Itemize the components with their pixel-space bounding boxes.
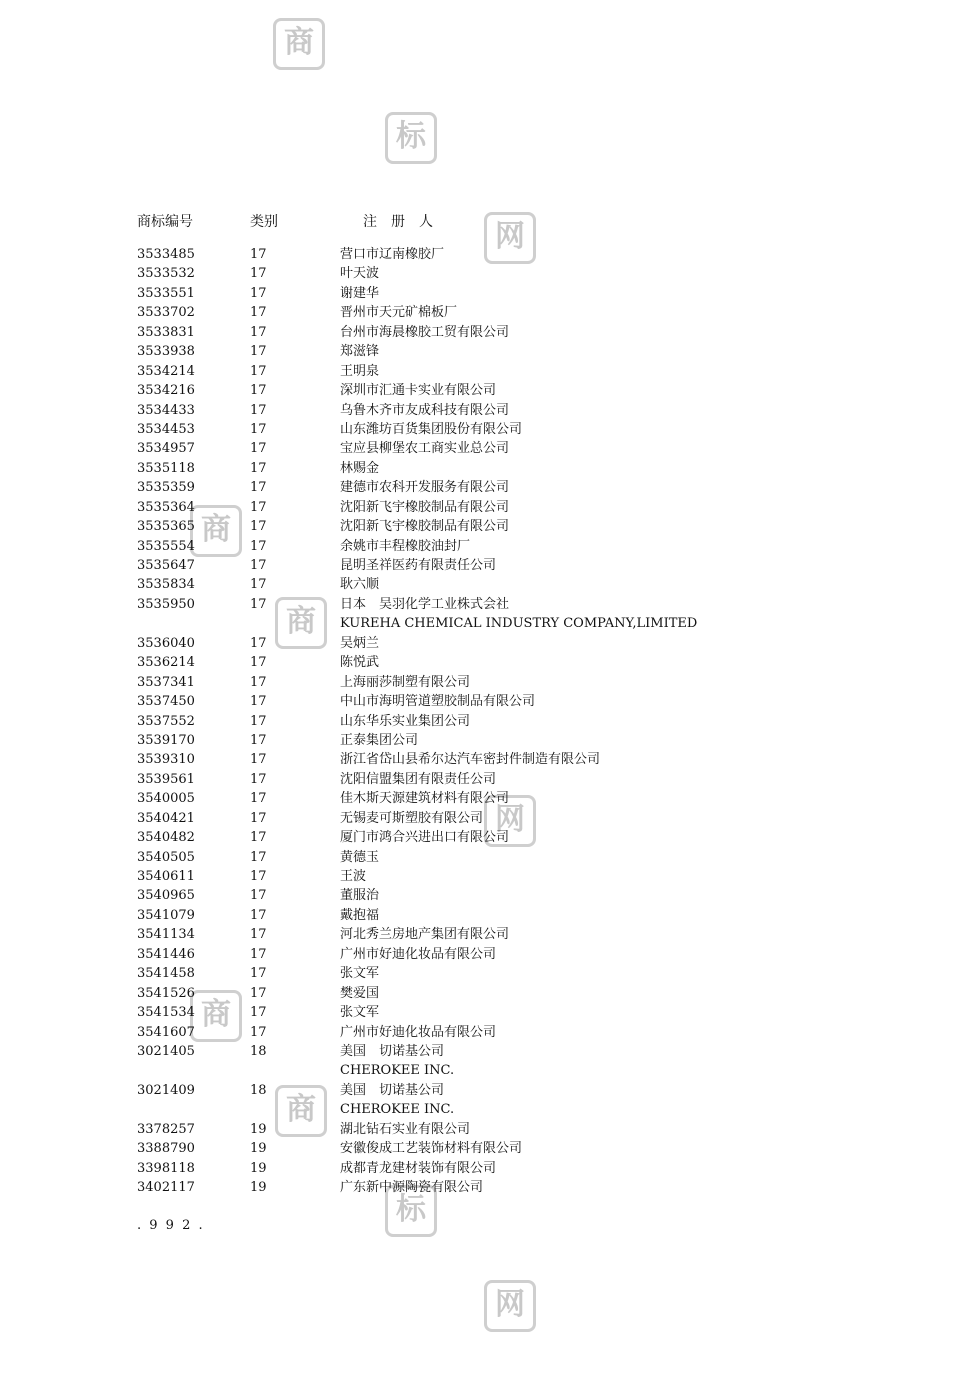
class-number: 17: [250, 460, 267, 476]
trademark-number: 3534214: [137, 363, 195, 379]
header-trademark-number: 商标编号: [137, 214, 193, 230]
class-number: 17: [250, 771, 267, 787]
trademark-number: 3541446: [137, 946, 195, 962]
class-number: 19: [250, 1160, 267, 1176]
list-item: [0, 478, 980, 497]
class-number: 17: [250, 480, 267, 496]
trademark-number: 3540611: [137, 869, 195, 884]
list-item: [0, 750, 980, 769]
trademark-number: 3539310: [137, 752, 195, 768]
class-number: 18: [250, 1082, 267, 1098]
class-number: 17: [250, 1024, 267, 1040]
trademark-number: 3535950: [137, 596, 195, 612]
list-item: [0, 653, 980, 672]
registrant-name: 浙江省岱山县希尔达汽车密封件制造有限公司: [340, 752, 601, 768]
registrant-name: 谢建华: [340, 285, 380, 301]
list-item: [0, 1061, 980, 1080]
list-item: [0, 809, 980, 828]
trademark-number: 3402117: [137, 1180, 195, 1195]
list-item: [0, 556, 980, 575]
trademark-number: 3021409: [137, 1082, 195, 1098]
list-item: [0, 264, 980, 283]
registrant-name: 昆明圣祥医药有限责任公司: [340, 558, 497, 573]
list-item: [0, 537, 980, 556]
watermark-icon: 商: [275, 597, 327, 649]
trademark-number: 3537341: [137, 674, 195, 690]
registrant-name: 林赐金: [340, 460, 380, 476]
list-item: [0, 1178, 980, 1197]
registrant-name: 山东潍坊百货集团股份有限公司: [340, 421, 523, 437]
class-number: 17: [250, 869, 267, 884]
class-number: 17: [250, 402, 267, 418]
registrant-name: 吴炳兰: [340, 635, 380, 651]
list-item: [0, 595, 980, 614]
registrant-name: 正泰集团公司: [340, 732, 419, 748]
registrant-name: CHEROKEE INC.: [340, 1102, 455, 1118]
registrant-name: 美国 切诺基公司: [340, 1082, 445, 1098]
trademark-number: 3534453: [137, 421, 195, 437]
watermark-icon: 商: [190, 990, 242, 1042]
list-item: [0, 692, 980, 711]
class-number: 17: [250, 266, 267, 282]
list-item: [0, 925, 980, 944]
class-number: 17: [250, 810, 267, 826]
list-item: [0, 459, 980, 478]
trademark-number: 3540482: [137, 830, 195, 846]
class-number: 17: [250, 927, 267, 943]
watermark-icon: 网: [484, 1280, 536, 1332]
class-number: 17: [250, 305, 267, 321]
list-item: [0, 634, 980, 653]
list-item: [0, 284, 980, 303]
list-item: [0, 498, 980, 517]
class-number: 19: [250, 1180, 267, 1195]
watermark-icon: 商: [273, 18, 325, 70]
trademark-number: 3535554: [137, 538, 195, 554]
trademark-number: 3533938: [137, 344, 195, 360]
trademark-number: 3535834: [137, 577, 195, 593]
trademark-number: 3534957: [137, 441, 195, 457]
class-number: 19: [250, 1141, 267, 1157]
watermark-icon: 网: [484, 212, 536, 264]
watermark-icon: 标: [385, 112, 437, 164]
trademark-number: 3537450: [137, 694, 195, 710]
class-number: 17: [250, 538, 267, 554]
class-number: 18: [250, 1043, 267, 1059]
trademark-number: 3398118: [137, 1160, 195, 1176]
list-item: [0, 614, 980, 633]
registrant-name: 乌鲁木齐市友成科技有限公司: [340, 402, 510, 418]
list-item: [0, 1100, 980, 1119]
registrant-name: 厦门市鸿合兴进出口有限公司: [340, 830, 510, 846]
class-number: 19: [250, 1121, 267, 1137]
class-number: 17: [250, 247, 267, 262]
header-registrant: 注 册 人: [363, 214, 433, 230]
page-number: . 9 9 2 .: [137, 1218, 205, 1233]
list-item: [0, 712, 980, 731]
list-item: [0, 1003, 980, 1022]
class-number: 17: [250, 985, 267, 1001]
list-item: [0, 575, 980, 594]
class-number: 17: [250, 946, 267, 962]
list-item: [0, 1023, 980, 1042]
trademark-number: 3540421: [137, 810, 195, 826]
class-number: 17: [250, 732, 267, 748]
list-item: [0, 1159, 980, 1178]
list-item: [0, 828, 980, 847]
list-item: [0, 945, 980, 964]
list-item: [0, 886, 980, 905]
class-number: 17: [250, 791, 267, 807]
registrant-name: 张文军: [340, 1005, 380, 1021]
registrant-name: 沈阳新飞宇橡胶制品有限公司: [340, 519, 510, 535]
class-number: 17: [250, 344, 267, 360]
registrant-name: 深圳市汇通卡实业有限公司: [340, 383, 497, 399]
watermark-icon: 商: [190, 505, 242, 557]
registrant-name: 宝应县柳堡农工商实业总公司: [340, 441, 510, 457]
class-number: 17: [250, 694, 267, 710]
trademark-number: 3541458: [137, 966, 195, 982]
trademark-number: 3533551: [137, 285, 195, 301]
registrant-name: 广州市好迪化妆品有限公司: [340, 1024, 497, 1040]
list-item: [0, 1120, 980, 1139]
list-item: [0, 362, 980, 381]
trademark-number: 3541134: [137, 927, 195, 943]
registrant-name: 湖北钻石实业有限公司: [340, 1121, 471, 1137]
class-number: 17: [250, 907, 267, 923]
list-item: [0, 867, 980, 886]
trademark-number: 3539561: [137, 771, 195, 787]
list-item: [0, 673, 980, 692]
trademark-number: 3535365: [137, 519, 195, 535]
class-number: 17: [250, 674, 267, 690]
list-item: [0, 245, 980, 264]
trademark-number: 3540965: [137, 888, 195, 904]
registrant-name: 沈阳新飞宇橡胶制品有限公司: [340, 499, 510, 515]
class-number: 17: [250, 324, 267, 340]
registrant-name: 山东华乐实业集团公司: [340, 713, 471, 729]
watermark-icon: 网: [484, 795, 536, 847]
trademark-number: 3535364: [137, 499, 195, 515]
trademark-number: 3533831: [137, 324, 195, 340]
list-item: [0, 381, 980, 400]
registrant-name: 成都青龙建材装饰有限公司: [340, 1160, 497, 1176]
registrant-name: 佳木斯天源建筑材料有限公司: [340, 791, 510, 807]
registrant-name: 黄德玉: [340, 849, 380, 865]
registrant-name: 郑滋锋: [340, 344, 380, 360]
list-item: [0, 517, 980, 536]
list-item: [0, 1139, 980, 1158]
registrant-name: 晋州市天元矿棉板厂: [340, 305, 458, 321]
class-number: 17: [250, 849, 267, 865]
watermark-icon: 标: [385, 1185, 437, 1237]
registrant-name: 张文军: [340, 966, 380, 982]
trademark-number: 3541534: [137, 1005, 195, 1021]
registrant-name: 河北秀兰房地产集团有限公司: [340, 927, 510, 943]
registrant-name: 营口市辽南橡胶厂: [340, 247, 445, 262]
trademark-number: 3533702: [137, 305, 195, 321]
registrant-name: 沈阳信盟集团有限责任公司: [340, 771, 497, 787]
class-number: 17: [250, 441, 267, 457]
list-item: [0, 731, 980, 750]
class-number: 17: [250, 383, 267, 399]
trademark-number: 3541607: [137, 1024, 195, 1040]
registrant-name: 王波: [340, 869, 367, 884]
registrant-name: 戴抱福: [340, 907, 380, 923]
trademark-number: 3540505: [137, 849, 195, 865]
trademark-number: 3535118: [137, 460, 195, 476]
registrant-name: 建德市农科开发服务有限公司: [340, 480, 510, 496]
list-item: [0, 439, 980, 458]
class-number: 17: [250, 966, 267, 982]
list-item: [0, 964, 980, 983]
trademark-number: 3539170: [137, 732, 195, 748]
class-number: 17: [250, 285, 267, 301]
class-number: 17: [250, 888, 267, 904]
trademark-number: 3378257: [137, 1121, 195, 1137]
trademark-number: 3535359: [137, 480, 195, 496]
list-item: [0, 1081, 980, 1100]
trademark-number: 3536040: [137, 635, 195, 651]
registrant-name: 台州市海晨橡胶工贸有限公司: [340, 324, 510, 340]
trademark-number: 3540005: [137, 791, 195, 807]
list-item: [0, 984, 980, 1003]
registrant-name: 日本 吴羽化学工业株式会社: [340, 596, 510, 612]
registrant-name: 叶天波: [340, 266, 380, 282]
class-number: 17: [250, 519, 267, 535]
class-number: 17: [250, 499, 267, 515]
watermark-icon: 商: [275, 1085, 327, 1137]
trademark-number: 3541526: [137, 985, 195, 1001]
trademark-number: 3388790: [137, 1141, 195, 1157]
class-number: 17: [250, 596, 267, 612]
trademark-number: 3537552: [137, 713, 195, 729]
registration-list: [0, 245, 980, 1197]
trademark-number: 3534433: [137, 402, 195, 418]
class-number: 17: [250, 830, 267, 846]
registrant-name: 安徽俊成工艺装饰材料有限公司: [340, 1141, 523, 1157]
class-number: 17: [250, 635, 267, 651]
trademark-number: 3021405: [137, 1043, 195, 1059]
trademark-number: 3533532: [137, 266, 195, 282]
registrant-name: 董服治: [340, 888, 380, 904]
list-item: [0, 401, 980, 420]
registrant-name: KUREHA CHEMICAL INDUSTRY COMPANY,LIMITED: [340, 616, 698, 632]
registrant-name: 耿六顺: [340, 577, 380, 593]
registrant-name: 中山市海明管道塑胶制品有限公司: [340, 694, 536, 710]
list-item: [0, 323, 980, 342]
registrant-name: 陈悦武: [340, 655, 380, 671]
registrant-name: 广东新中源陶瓷有限公司: [340, 1180, 484, 1195]
list-item: [0, 789, 980, 808]
registrant-name: CHEROKEE INC.: [340, 1063, 455, 1079]
trademark-number: 3533485: [137, 247, 195, 262]
registrant-name: 美国 切诺基公司: [340, 1043, 445, 1059]
registrant-name: 余姚市丰程橡胶油封厂: [340, 538, 471, 554]
class-number: 17: [250, 1005, 267, 1021]
list-item: [0, 420, 980, 439]
class-number: 17: [250, 713, 267, 729]
list-item: [0, 770, 980, 789]
list-item: [0, 342, 980, 361]
class-number: 17: [250, 421, 267, 437]
class-number: 17: [250, 752, 267, 768]
class-number: 17: [250, 558, 267, 573]
class-number: 17: [250, 363, 267, 379]
trademark-number: 3541079: [137, 907, 195, 923]
registrant-name: 王明泉: [340, 363, 380, 379]
list-item: [0, 1042, 980, 1061]
registrant-name: 广州市好迪化妆品有限公司: [340, 946, 497, 962]
header-class: 类别: [250, 214, 278, 230]
registrant-name: 樊爱国: [340, 985, 380, 1001]
list-item: [0, 848, 980, 867]
list-item: [0, 303, 980, 322]
class-number: 17: [250, 655, 267, 671]
trademark-number: 3534216: [137, 383, 195, 399]
trademark-number: 3535647: [137, 558, 195, 573]
registrant-name: 无锡麦可斯塑胶有限公司: [340, 810, 484, 826]
registrant-name: 上海丽莎制塑有限公司: [340, 674, 471, 690]
list-item: [0, 906, 980, 925]
trademark-number: 3536214: [137, 655, 195, 671]
class-number: 17: [250, 577, 267, 593]
